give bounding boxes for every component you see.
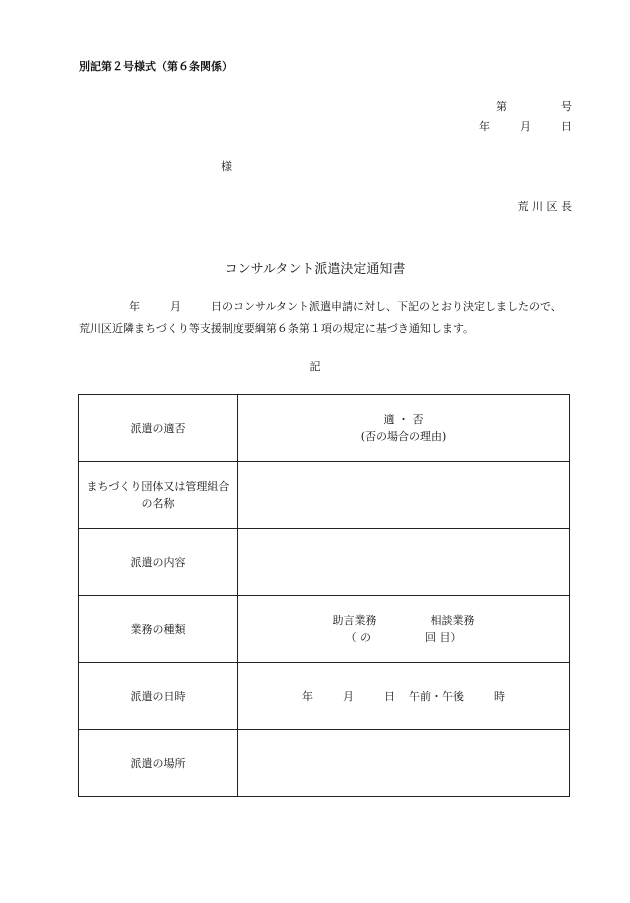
visit-count-open: （ の [345,631,371,644]
row-label: 派遣の内容 [79,529,238,596]
suitability-options: 適 ・ 否 [383,413,424,426]
date-month: 月 [520,120,531,133]
table-row [79,730,570,797]
row-label: 派遣の適否 [79,395,238,462]
document-title: コンサルタント派遣決定通知書 [224,262,406,277]
work-type-consult: 相談業務 [430,614,475,627]
body-main: 日のコンサルタント派遣申請に対し、下記のとおり決定しましたので、荒川区近隣まちづくり等支援制度要綱第６条第１項の規定に基づき通知します。 [79,300,562,335]
table-row [79,663,570,730]
table-row [79,462,570,529]
row-label: 派遣の場所 [79,730,238,797]
table-row [79,529,570,596]
visit-count-close: 回 目） [425,631,462,644]
organization-name-cell[interactable] [238,462,570,529]
ki-marker: 記 [309,360,321,373]
dispatch-day: 日 [384,689,395,703]
table-row [79,395,570,462]
document-date [372,118,572,134]
suitability-reason-note: (否の場合の理由) [360,430,447,443]
dispatch-year: 年 [302,689,313,703]
sender: 荒 川 区 長 [517,200,572,213]
document-number [372,98,572,114]
table-row [79,596,570,663]
dispatch-ampm: 午前・午後 [409,689,464,703]
body-month: 月 [170,300,181,313]
dispatch-content-cell[interactable] [238,529,570,596]
row-label: 業務の種類 [79,596,238,663]
document-number-prefix: 第 [496,100,507,113]
body-year: 年 [129,300,140,313]
dispatch-month: 月 [343,689,354,703]
body-text [79,296,571,340]
dispatch-datetime-cell[interactable] [238,663,570,730]
dispatch-location-cell[interactable] [238,730,570,797]
date-day: 日 [561,120,572,133]
document-number-suffix: 号 [561,100,572,113]
form-id: 別記第２号様式（第６条関係） [79,60,233,73]
row-label: 派遣の日時 [79,663,238,730]
addressee: 様 [221,160,232,173]
work-type-options [244,612,563,629]
date-year: 年 [479,120,490,133]
decision-table [78,394,570,797]
suitability-cell[interactable] [238,395,570,462]
work-type-advice: 助言業務 [332,614,377,627]
visit-count [244,629,563,646]
dispatch-hour: 時 [494,689,505,703]
row-label: まちづくり団体又は管理組合の名称 [79,462,238,529]
work-type-cell[interactable] [238,596,570,663]
